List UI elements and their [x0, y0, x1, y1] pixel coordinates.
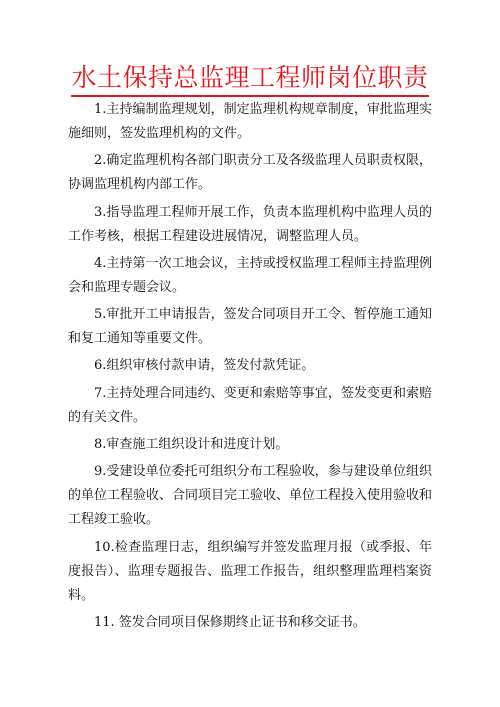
duty-item-5: 5.审批开工申请报告，签发合同项目开工令、暂停施工通知和复工通知等重要文件。 — [68, 307, 432, 347]
duty-item-1: 1.主持编制监理规划，制定监理机构规章制度，审批监理实施细则，签发监理机构的文件。 — [68, 102, 432, 141]
duty-item-4: 4.主持第一次工地会议，主持或授权监理工程师主持监理例会和监理专题会议。 — [68, 255, 432, 295]
duty-list — [68, 98, 432, 638]
duty-item-8: 8.审查施工组织设计和进度计划。 — [94, 437, 289, 453]
duty-item-6: 6.组织审核付款申请，签发付款凭证。 — [94, 358, 315, 374]
duty-item-2: 2.确定监理机构各部门职责分工及各级监理人员职责权限，协调监理机构内部工作。 — [68, 153, 432, 193]
duty-item-9: 9.受建设单位委托可组织分布工程验收，参与建设单位组织的单位工程验收、合同项目完工验收、单位工程投入使用验收和工程竣工验收。 — [68, 464, 433, 528]
document-title-block — [0, 62, 500, 97]
duty-item-7: 7.主持处理合同违约、变更和索赔等事宜，签发变更和索赔的有关文件。 — [68, 385, 432, 425]
document-title: 水土保持总监理工程师岗位职责 — [71, 62, 428, 97]
duty-item-10: 10.检查监理日志，组织编写并签发监理月报（或季报、年度报告）、监理专题报告、监理工作报告，组织整理监理档案资料。 — [68, 539, 432, 603]
duty-item-3: 3.指导监理工程师开展工作，负责本监理机构中监理人员的工作考核，根据工程建设进展情况，调整监理人员。 — [68, 204, 432, 244]
duty-item-11: 11. 签发合同项目保修期终止证书和移交证书。 — [94, 614, 366, 630]
